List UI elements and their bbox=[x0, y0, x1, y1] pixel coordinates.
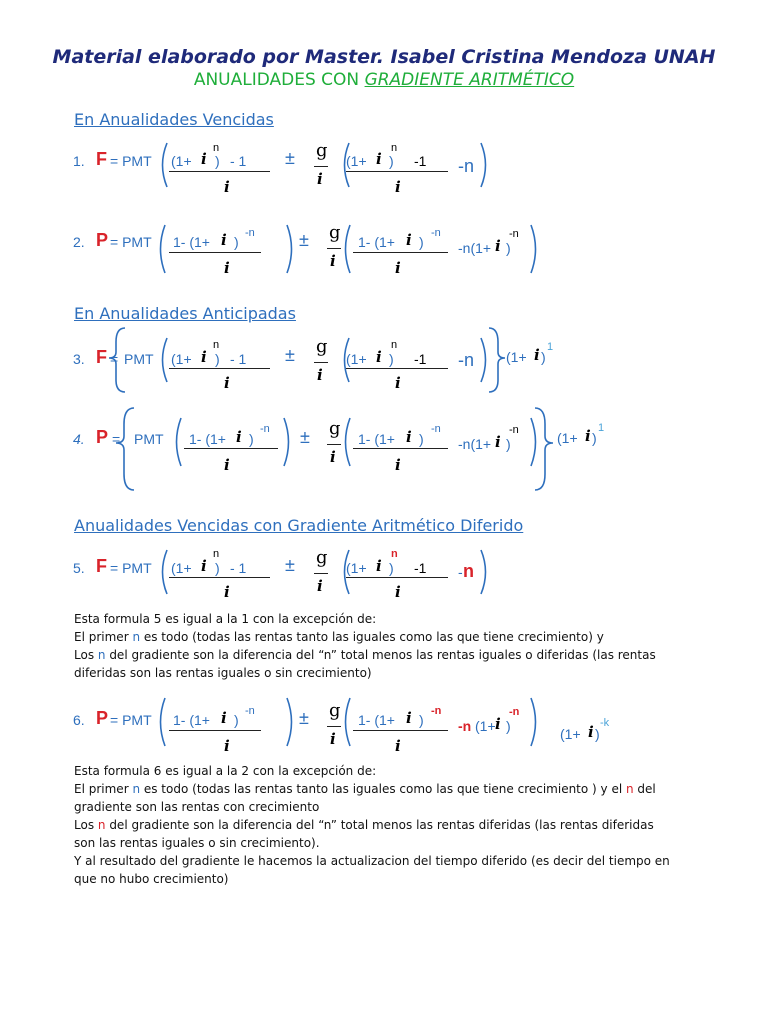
note-text: es todo (todas las rentas tanto las iguales como las que tiene crecimiento ) y el bbox=[140, 782, 626, 796]
close-paren: ) bbox=[419, 234, 424, 250]
rate-i: i bbox=[495, 715, 501, 733]
rate-i: i bbox=[221, 231, 227, 249]
one-plus-open: (1+ bbox=[171, 351, 192, 367]
exponent-neg-n-red: -n bbox=[509, 706, 520, 718]
pmt-label: PMT bbox=[124, 351, 154, 367]
rate-i: i bbox=[201, 150, 207, 168]
one-minus-open: 1- (1+ bbox=[358, 712, 395, 728]
minus-n: -n bbox=[458, 156, 475, 176]
close-paren: ) bbox=[506, 240, 511, 256]
close-paren: ) bbox=[249, 431, 254, 447]
formula-number: 4. bbox=[73, 431, 85, 447]
gradient-g: g bbox=[329, 418, 341, 439]
note-text: es todo (todas las rentas tanto las iguales como las que tiene crecimiento) y bbox=[140, 630, 604, 644]
rate-i: i bbox=[317, 366, 323, 384]
fraction-bar bbox=[353, 730, 448, 731]
exponent-n: n bbox=[391, 339, 398, 351]
note-line bbox=[74, 646, 656, 664]
note-n: n bbox=[97, 648, 106, 662]
one-minus-open: 1- (1+ bbox=[358, 234, 395, 250]
neg-n-one-plus: -n(1+ bbox=[458, 240, 492, 256]
note-text: Los bbox=[74, 648, 98, 662]
gradient-g: g bbox=[329, 700, 341, 721]
rate-i: i bbox=[317, 170, 323, 188]
gradient-g: g bbox=[316, 547, 328, 568]
note-text: El primer bbox=[74, 782, 133, 796]
close-paren: ) bbox=[215, 153, 220, 169]
note-line: Esta formula 6 es igual a la 2 con la excepción de: bbox=[74, 764, 377, 778]
exponent-neg-n: -n bbox=[431, 227, 441, 239]
exponent-neg-n: -n bbox=[509, 424, 519, 436]
formula-number: 1. bbox=[73, 153, 85, 169]
formula-number: 3. bbox=[73, 351, 85, 367]
minus-n: -n bbox=[458, 350, 475, 370]
gradient-g: g bbox=[316, 336, 328, 357]
close-paren: ) bbox=[592, 430, 597, 446]
close-paren: ) bbox=[215, 560, 220, 576]
rate-i: i bbox=[221, 709, 227, 727]
plus-minus: ± bbox=[285, 345, 295, 365]
one-minus-open: 1- (1+ bbox=[189, 431, 226, 447]
one-plus-open: (1+ bbox=[346, 351, 367, 367]
plus-minus: ± bbox=[300, 427, 310, 447]
formula-number: 2. bbox=[73, 234, 85, 250]
rate-i: i bbox=[224, 259, 230, 277]
fraction-bar bbox=[184, 448, 278, 449]
formula-variable: F bbox=[96, 347, 107, 367]
one-plus-open: (1+ bbox=[560, 726, 581, 742]
minus-one: -1 bbox=[414, 560, 427, 576]
close-paren: ) bbox=[419, 431, 424, 447]
n-red: n bbox=[463, 561, 474, 581]
fraction-bar bbox=[327, 248, 341, 249]
rate-i: i bbox=[317, 577, 323, 595]
minus-one: - 1 bbox=[230, 153, 247, 169]
fraction-bar bbox=[169, 730, 261, 731]
rate-i: i bbox=[201, 557, 207, 575]
close-paren: ) bbox=[215, 351, 220, 367]
equals-sign: = bbox=[112, 431, 121, 447]
equals-sign: = bbox=[110, 351, 119, 367]
fraction-bar bbox=[353, 252, 448, 253]
exponent-n: n bbox=[391, 142, 398, 154]
note-line: diferidas son las rentas iguales o sin crecimiento) bbox=[74, 666, 372, 680]
exponent-neg-n: -n bbox=[245, 227, 255, 239]
note-text: Los bbox=[74, 818, 98, 832]
close-paren: ) bbox=[389, 560, 394, 576]
section-heading-vencidas: En Anualidades Vencidas bbox=[74, 110, 274, 129]
fraction-bar bbox=[346, 171, 448, 172]
pmt-label: PMT bbox=[134, 431, 164, 447]
plus-minus: ± bbox=[299, 708, 309, 728]
formula-variable: P bbox=[96, 230, 109, 250]
fraction-bar bbox=[314, 573, 328, 574]
section-heading-anticipadas: En Anualidades Anticipadas bbox=[74, 304, 296, 323]
rate-i: i bbox=[376, 557, 382, 575]
fraction-bar bbox=[346, 368, 448, 369]
document-title: Material elaborado por Master. Isabel Cristina Mendoza UNAH bbox=[52, 46, 716, 68]
fraction-bar bbox=[169, 577, 270, 578]
equals-pmt: = PMT bbox=[110, 234, 152, 250]
one-plus-open: (1+ bbox=[171, 560, 192, 576]
plus-minus: ± bbox=[299, 230, 309, 250]
rate-i: i bbox=[395, 737, 401, 755]
fraction-bar bbox=[314, 362, 328, 363]
rate-i: i bbox=[224, 583, 230, 601]
close-paren: ) bbox=[506, 718, 511, 734]
exponent-neg-n: -n bbox=[245, 705, 255, 717]
equals-pmt: = PMT bbox=[110, 560, 152, 576]
exponent-neg-n: -n bbox=[509, 228, 519, 240]
plus-minus: ± bbox=[285, 148, 295, 168]
rate-i: i bbox=[395, 178, 401, 196]
rate-i: i bbox=[495, 433, 501, 451]
rate-i: i bbox=[376, 150, 382, 168]
neg-n-red: -n bbox=[458, 718, 472, 734]
exponent-n-red: n bbox=[391, 548, 398, 560]
fraction-bar bbox=[346, 577, 448, 578]
rate-i: i bbox=[534, 346, 540, 364]
note-text: del gradiente son la diferencia del “n” total menos las rentas iguales o diferidas (las rentas bbox=[105, 648, 656, 662]
one-plus-open: (1+ bbox=[171, 153, 192, 169]
one-minus-open: 1- (1+ bbox=[358, 431, 395, 447]
exponent-one: 1 bbox=[598, 422, 605, 434]
note-n: n bbox=[132, 630, 141, 644]
one-plus-open: (1+ bbox=[346, 153, 367, 169]
exponent-n: n bbox=[213, 548, 220, 560]
gradient-g: g bbox=[316, 140, 328, 161]
one-plus-open: (1+ bbox=[346, 560, 367, 576]
fraction-bar bbox=[169, 368, 270, 369]
minus-one: -1 bbox=[414, 153, 427, 169]
rate-i: i bbox=[406, 428, 412, 446]
one-plus-open: (1+ bbox=[506, 349, 527, 365]
close-paren: ) bbox=[234, 234, 239, 250]
close-paren: ) bbox=[595, 726, 600, 742]
formula-variable: P bbox=[96, 708, 109, 728]
note-line bbox=[74, 816, 670, 834]
rate-i: i bbox=[330, 448, 336, 466]
fraction-bar bbox=[327, 726, 341, 727]
close-paren: ) bbox=[234, 712, 239, 728]
fraction-bar bbox=[169, 171, 270, 172]
note-n-red: n bbox=[97, 818, 106, 832]
rate-i: i bbox=[201, 348, 207, 366]
note-line bbox=[74, 780, 670, 798]
fraction-bar bbox=[327, 444, 341, 445]
rate-i: i bbox=[395, 583, 401, 601]
note-text: del gradiente son la diferencia del “n” total menos las rentas diferidas (las rentas diferidas bbox=[105, 818, 654, 832]
note-line: son las rentas iguales o sin crecimiento). bbox=[74, 836, 320, 850]
minus-one: -1 bbox=[414, 351, 427, 367]
gradient-g: g bbox=[329, 222, 341, 243]
close-paren: ) bbox=[541, 349, 546, 365]
note-line: que no hubo crecimiento) bbox=[74, 872, 229, 886]
fraction-bar bbox=[314, 166, 328, 167]
equals-pmt: = PMT bbox=[110, 712, 152, 728]
exponent-neg-n-red: -n bbox=[431, 705, 442, 717]
note-6 bbox=[74, 762, 670, 888]
fraction-bar bbox=[353, 448, 448, 449]
close-paren: ) bbox=[419, 712, 424, 728]
note-n-red: n bbox=[626, 782, 634, 796]
note-n: n bbox=[132, 782, 141, 796]
subtitle-underlined: GRADIENTE ARITMÉTICO bbox=[364, 70, 575, 90]
one-plus-open: (1+ bbox=[475, 718, 496, 734]
exponent-neg-k: -k bbox=[600, 717, 610, 729]
exponent-neg-n: -n bbox=[260, 423, 270, 435]
close-paren: ) bbox=[506, 436, 511, 452]
exponent-one: 1 bbox=[547, 341, 554, 353]
exponent-n: n bbox=[213, 142, 220, 154]
rate-i: i bbox=[395, 374, 401, 392]
plus-minus: ± bbox=[285, 555, 295, 575]
exponent-n: n bbox=[213, 339, 220, 351]
rate-i: i bbox=[395, 456, 401, 474]
section-heading-diferido: Anualidades Vencidas con Gradiente Aritmético Diferido bbox=[74, 516, 524, 535]
rate-i: i bbox=[236, 428, 242, 446]
one-minus-open: 1- (1+ bbox=[173, 712, 210, 728]
rate-i: i bbox=[406, 709, 412, 727]
minus-one: - 1 bbox=[230, 560, 247, 576]
one-plus-open: (1+ bbox=[557, 430, 578, 446]
rate-i: i bbox=[330, 252, 336, 270]
fraction-bar bbox=[169, 252, 261, 253]
minus-one: - 1 bbox=[230, 351, 247, 367]
formula-variable: F bbox=[96, 149, 107, 169]
one-minus-open: 1- (1+ bbox=[173, 234, 210, 250]
close-paren: ) bbox=[389, 153, 394, 169]
close-paren: ) bbox=[389, 351, 394, 367]
note-text: El primer bbox=[74, 630, 133, 644]
subtitle-prefix: ANUALIDADES CON bbox=[193, 70, 365, 90]
neg-n-one-plus: -n(1+ bbox=[458, 436, 492, 452]
rate-i: i bbox=[585, 427, 591, 445]
rate-i: i bbox=[376, 348, 382, 366]
note-5 bbox=[74, 610, 656, 682]
rate-i: i bbox=[406, 231, 412, 249]
exponent-neg-n: -n bbox=[431, 423, 441, 435]
rate-i: i bbox=[495, 237, 501, 255]
formula-variable: F bbox=[96, 556, 107, 576]
equals-pmt: = PMT bbox=[110, 153, 152, 169]
formula-number: 5. bbox=[73, 560, 85, 576]
rate-i: i bbox=[395, 259, 401, 277]
formula-variable: P bbox=[96, 427, 109, 447]
formula-number: 6. bbox=[73, 712, 85, 728]
note-line: Esta formula 5 es igual a la 1 con la excepción de: bbox=[74, 612, 377, 626]
note-line: gradiente son las rentas con crecimiento bbox=[74, 800, 320, 814]
minus-sign: - bbox=[458, 564, 463, 580]
rate-i: i bbox=[224, 737, 230, 755]
rate-i: i bbox=[330, 730, 336, 748]
rate-i: i bbox=[224, 456, 230, 474]
rate-i: i bbox=[224, 374, 230, 392]
rate-i: i bbox=[224, 178, 230, 196]
rate-i: i bbox=[588, 723, 594, 741]
note-text: del bbox=[633, 782, 656, 796]
note-line: Y al resultado del gradiente le hacemos la actualizacion del tiempo diferido (es decir del tiempo en bbox=[74, 854, 670, 868]
note-line bbox=[74, 628, 656, 646]
